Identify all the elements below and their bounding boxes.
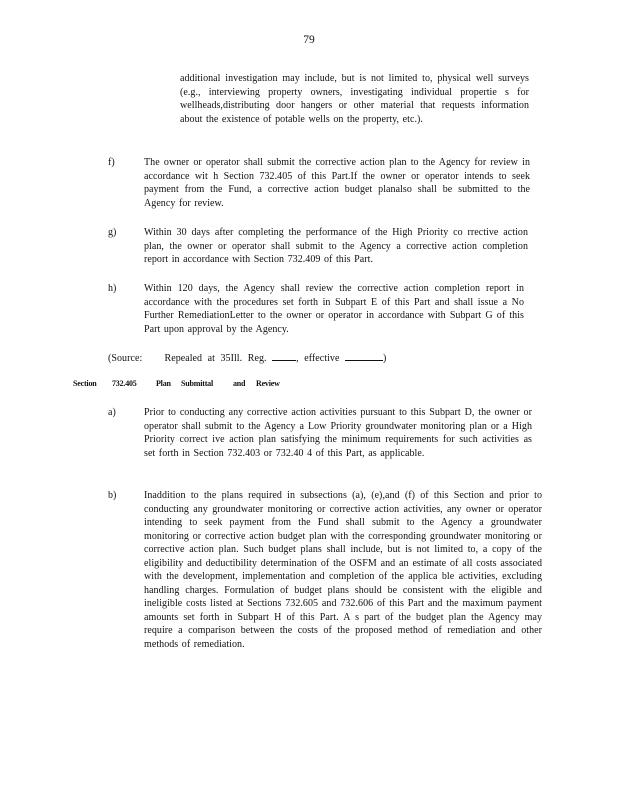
item-text-h: Within 120 days, the Agency shall review the corrective action completion report in accordance with the procedures set forth in Subpart E of this Part and shall issue a No Further RemediationLetter to the owner or operator in accordance with Subpart G of this Part upon approval by the Agency. xyxy=(144,283,524,335)
section-title-word-1: Plan xyxy=(156,379,171,388)
source-text: Repealed at 35Ill. Reg. xyxy=(164,353,267,364)
source-note xyxy=(108,350,408,366)
register-blank xyxy=(272,350,296,361)
section-heading xyxy=(73,379,280,388)
item-text-a: Prior to conducting any corrective action activities pursuant to this Subpart D, the owner or operator shall submit to the Agency a Low Priority groundwater monitoring plan or a High Priority correct ive action plan satisfying the minimum requirements for such activities as set forth in Section 732.403 or 732.40 4 of this Part, as applicable. xyxy=(144,407,532,459)
item-label-h: h) xyxy=(108,283,117,294)
continuation-paragraph: additional investigation may include, but is not limited to, physical well surveys (e.g., interviewing property owners, investigating individual propertie s for wellheads,distributing door hangers or other material that requests information about the existence of potable wells on the property, etc.). xyxy=(180,73,529,125)
item-label-a: a) xyxy=(108,407,116,418)
section-title-word-4: Review xyxy=(256,379,280,388)
section-title-word-2: Submittal xyxy=(181,379,213,388)
source-middle: , effective xyxy=(296,353,340,364)
item-text-b: Inaddition to the plans required in subsections (a), (e),and (f) of this Section and prior to conducting any groundwater monitoring or corrective action activities, any owner or operator intending to seek payment from the Fund shall submit to the Agency a groundwater monitoring or corrective action budget plan with the corresponding groundwater monitoring or corrective action plan. Such budget plans shall include, but is not limited to, a copy of the eligibility and deductibility determination of the OSFM and an estimate of all costs associated with the development, implementation and completion of the applica ble activities, excluding handling charges. Formulation of budget plans should be consistent with the eligible and ineligible costs listed at Sections 732.605 and 732.606 of this Part and the maximum payment amounts set forth in Subpart H of this Part. A s part of the budget plan the Agency may require a comparison between the costs of the proposed method of remediation and other methods of remediation. xyxy=(144,490,542,651)
section-title-word-3: and xyxy=(233,379,246,388)
item-label-b: b) xyxy=(108,490,117,501)
page-number: 79 xyxy=(303,34,315,46)
item-label-g: g) xyxy=(108,227,117,238)
item-text-f: The owner or operator shall submit the corrective action plan to the Agency for review in accordance wit h Section 732.405 of this Part.If the owner or operator intends to seek payment from the Fund, a corrective action budget planalso shall be submitted to the Agency for review. xyxy=(144,157,530,209)
source-suffix: ) xyxy=(383,353,387,364)
section-word: Section xyxy=(73,379,97,388)
item-text-g: Within 30 days after completing the performance of the High Priority co rrective action plan, the owner or operator shall submit to the Agency a corrective action completion report in accordance with Section 732.409 of this Part. xyxy=(144,227,528,266)
section-number: 732.405 xyxy=(112,379,137,388)
date-blank xyxy=(345,350,383,361)
item-label-f: f) xyxy=(108,157,115,168)
source-prefix: (Source: xyxy=(108,353,143,364)
